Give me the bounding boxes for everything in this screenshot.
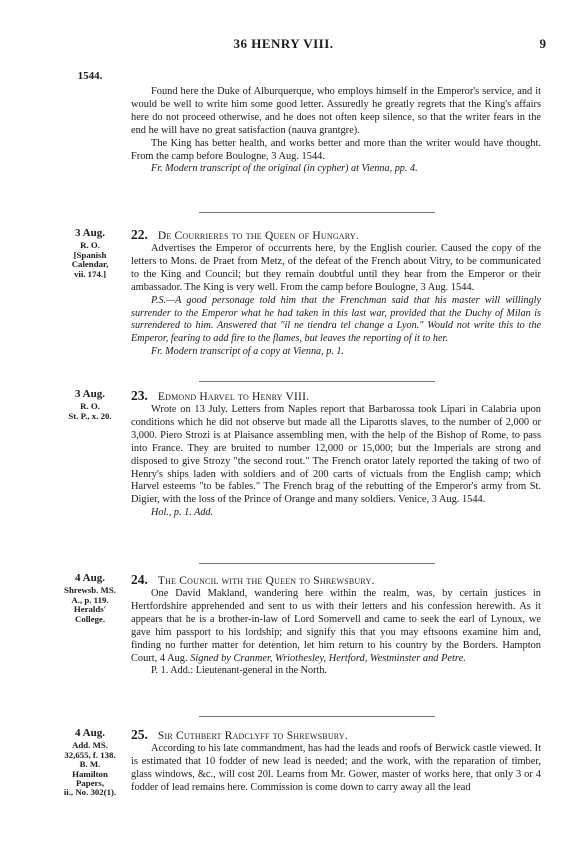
entry-number: 24. <box>131 573 148 587</box>
entry-title: The Council with the Queen to Shrewsbury. <box>157 575 375 587</box>
margin-ref-25: 4 Aug. Add. MS. 32,655, f. 138. B. M. Hamilton Papers, ii., No. 302(1). <box>63 727 117 798</box>
entry-24 <box>131 573 541 678</box>
separator-rule <box>199 563 435 564</box>
entry-heading <box>131 389 541 404</box>
entry-23 <box>131 389 541 520</box>
source-note: Fr. Modern transcript of a copy at Vienna, p. 1. <box>151 346 345 358</box>
entry-number: 22. <box>131 228 148 242</box>
paragraph: Found here the Duke of Alburquerque, who employs himself in the Emperor's service, and it would be well to write him some good letter. Assuredly he greatly regrets that the King's affairs here do not proceed otherwise, and he does not often keep silence, so that the writer fears in the end he will have no great satisfaction (nauva grantgre). <box>131 86 541 136</box>
running-header <box>0 36 567 54</box>
entry-heading <box>131 573 541 588</box>
margin-ref-23: 3 Aug. R. O. St. P., x. 20. <box>68 388 112 421</box>
separator-rule <box>199 716 435 717</box>
source-note: Hol., p. 1. Add. <box>151 507 214 519</box>
entry-22 <box>131 228 541 359</box>
margin-ref-24: 4 Aug. Shrewsb. MS. A., p. 119. Heralds' College. <box>64 572 116 624</box>
running-title: 36 HENRY VIII. <box>233 36 334 51</box>
entry-25 <box>131 728 541 795</box>
margin-year: 1544. <box>77 70 103 82</box>
paragraph: Advertises the Emperor of occurrents here, by the English courier. Caused the copy of the letters to Mons. de Praet from Metz, of the defeat of the French about Vitry, to be communicated to the King and Council; but they remain doubtful until they hear from the Emperor or their ambassador. The King is very well. From the camp before Boulogne, 3 Aug. 1544. <box>131 243 541 293</box>
separator-rule <box>199 212 435 213</box>
entry-title: Edmond Harvel to Henry VIII. <box>157 391 310 403</box>
signatories: Signed by Cranmer, Wriothesley, Hertford, Westminster and Petre. <box>190 652 466 664</box>
separator-rule <box>199 381 435 382</box>
source-note: P. 1. Add.: Lieutenant-general in the North. <box>151 665 327 677</box>
margin-ref-22: 3 Aug. R. O. [Spanish Calendar, vii. 174.] <box>71 227 109 279</box>
paragraph: Wrote on 13 July. Letters from Naples report that Barbarossa took Lipari in Calabria upon conditions which he did not observe but made all the Liparotts slaves, to the number of 2,000 or 3,000. Piero Strozi is at Plaisance assembling men, with the help of the Bishop of Rome, to pass into France. They are bruited to number 12,000 or 15,000; but the Imperials are strong and disposed to give Strozy "the second rout." The French orator lately reported the taking of two of Henry's ships laden with soldiers and of 200 carts of victuals from the English camp; which Harvel esteems "to be fables." The French brag of the rebutting of the Emperor's army from St. Digier, with the loss of the Prince of Orange and many soldiers. Venice, 3 Aug. 1544. <box>131 404 541 506</box>
entry-continued <box>131 86 541 176</box>
entry-title: Sir Cuthbert Radclyff to Shrewsbury. <box>157 730 348 742</box>
entry-number: 23. <box>131 389 148 403</box>
entry-heading <box>131 728 541 743</box>
paragraph: According to his late commandment, has had the leads and roofs of Berwick castle viewed. It is estimated that 10 fodder of new lead is needed; and the work, with the reparation of timber, glass windows, &c., will cost 20l. Learns from Mr. Gower, master of works here, that only 3 or 4 fodder of lead remains here. Commission is come down to carry away all the lead <box>131 743 541 793</box>
entry-number: 25. <box>131 728 148 742</box>
page-number: 9 <box>539 36 546 51</box>
paragraph: The King has better health, and works better and more than the writer would have thought. From the camp before Boulogne, 3 Aug. 1544. <box>131 137 541 162</box>
entry-title: De Courrieres to the Queen of Hungary. <box>157 230 359 242</box>
paragraph: One David Makland, wandering here within the realm, was, by certain justices in Hertfordshire apprehended and sent to us with their letters and his confession herewith. As it appears that he is a brother-in-law of Lord Somervell and came to seek the earl of Lynoux, we gave him passport to his lordship; and signify this that you may eftsoons examine him and, finding no further matter for detention, let him return to his country by the Borders. Hampton Court, 4 Aug. Signed by Cranmer, Wriothesley, Hertford, Westminster and Petre. <box>131 588 541 664</box>
postscript: P.S.—A good personage told him that the Frenchman said that his master will willingly surrender to the Emperor what he had taken in this last war, provided that the Duchy of Milan is surrendered to him. Answered that "il ne tiendra tel change a Lyon." Would not write this to the Emperor, fearing to add fire to the flames, but leaves the reporting of it to her. <box>131 294 541 345</box>
entry-heading <box>131 228 541 243</box>
source-note: Fr. Modern transcript of the original (in cypher) at Vienna, pp. 4. <box>151 163 418 175</box>
